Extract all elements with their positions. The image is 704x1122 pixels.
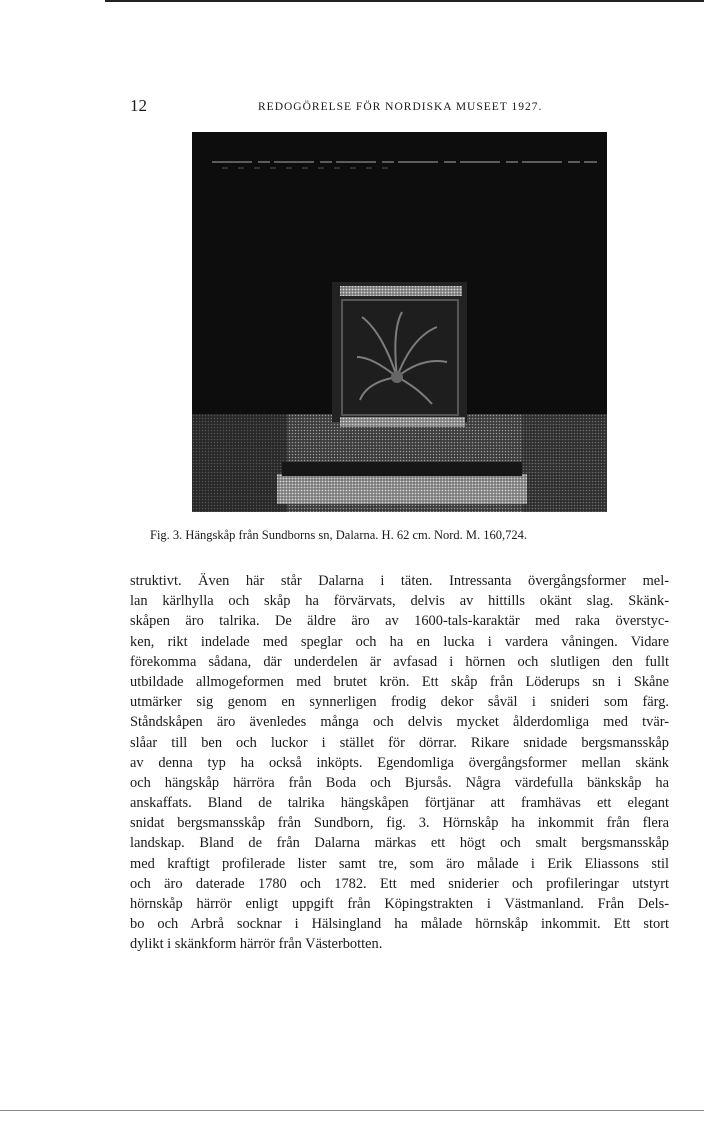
page-number: 12	[130, 96, 147, 115]
text-line: landskap. Bland de från Dalarna märkas ett högt och smalt bergsmansskåp	[130, 835, 669, 852]
text-line: bo och Arbrå socknar i Hälsingland ha målade hörnskåp inkommit. Ett stort	[130, 916, 669, 933]
body-text	[130, 571, 669, 955]
running-head: REDOGÖRELSE FÖR NORDISKA MUSEET 1927.	[258, 101, 543, 113]
text-line: utbildade allmogeformen med brutet krön. Ett skåp från Löderups sn i Skåne	[130, 673, 669, 690]
text-line: ken, rikt indelade med speglar och ha en lucka i vardera våningen. Vidare	[130, 633, 669, 650]
figure-caption: Fig. 3. Hängskåp från Sundborns sn, Dalarna. H. 62 cm. Nord. M. 160,724.	[150, 528, 528, 542]
text-line: med kraftigt profilerade lister samt tre, som äro målade i Erik Eliassons stil	[130, 855, 669, 872]
text-line: och hängskåp härröra från Boda och Bjursås. Några värdefulla bänkskåp ha	[130, 774, 669, 791]
text-line: och äro daterade 1780 och 1782. Ett med sniderier och profileringar utstyrt	[130, 875, 669, 892]
cabinet-photo	[192, 132, 607, 512]
text-line: av denna typ ha också inköpts. Egendomliga övergångsformer mellan skänk	[130, 754, 669, 771]
text-line: hörnskåp härrör enligt uppgift från Köpingstrakten i Västmanland. Från Dels-	[130, 896, 669, 912]
text-line: dylikt i skänkform härrör från Västerbotten.	[130, 936, 383, 953]
page-header	[130, 96, 570, 118]
top-rule	[105, 0, 704, 2]
text-line: anskaffats. Bland de talrika hängskåpen förtjänar att framhävas ett elegant	[130, 795, 669, 812]
text-line: skåpen äro talrika. De äldre äro av 1600-tals-karaktär med raka överstyc-	[130, 613, 669, 630]
bottom-rule	[0, 1110, 704, 1111]
cabinet-photo-illustration	[192, 132, 607, 512]
text-line: lan kärlhylla och skåp ha förvärvats, delvis av hittills okänt slag. Skänk-	[130, 593, 669, 610]
text-line: utmärker sig genom en synnerligen frodig dekor såväl i snideri som färg.	[130, 694, 669, 711]
text-line: slåar till ben och luckor i stället för dörrar. Rikare snidade bergsmansskåp	[130, 734, 669, 751]
text-line: struktivt. Även här står Dalarna i täten. Intressanta övergångsformer mel-	[130, 573, 669, 589]
text-line: snidat bergsmansskåp från Sundborn, fig. 3. Hörnskåp ha inkommit från flera	[130, 815, 669, 832]
text-line: förekomma sådana, där underdelen är avfasad i hörnen och slutligen den fullt	[130, 653, 669, 670]
text-line: Ståndskåpen äro ävenledes många och delvis mycket ålderdomliga med tvär-	[130, 714, 669, 731]
